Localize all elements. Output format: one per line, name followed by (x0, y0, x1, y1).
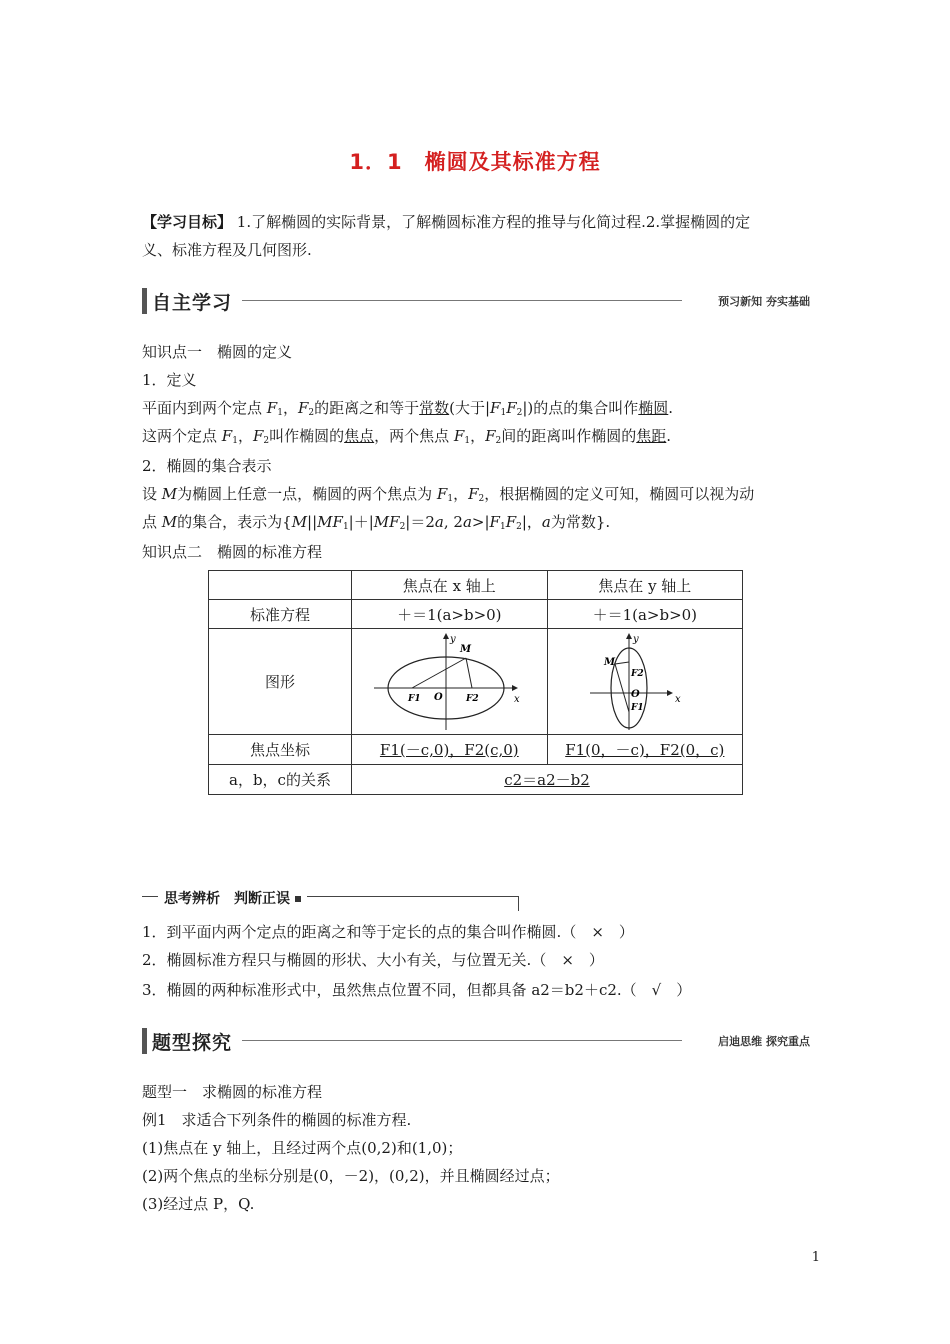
table-graph-y (547, 629, 742, 735)
knowledge-point-2-title: 知识点二 椭圆的标准方程 (142, 543, 323, 561)
table-row-graph (209, 629, 743, 735)
segment-mf2 (615, 662, 629, 664)
definition-text-2: 这两个定点 $F_1$，$F_2$叫作椭圆的焦点，两个焦点 $F_1$，$F_2$间的距离叫作椭圆的焦距. (142, 427, 672, 446)
judgement-item-2: 2．椭圆标准方程只与椭圆的形状、大小有关，与位置无关.（ × ） (142, 951, 604, 969)
segment-mf1 (615, 664, 629, 712)
example-1-statement: 例1 求适合下列条件的椭圆的标准方程. (142, 1111, 412, 1129)
segment-mf2 (466, 658, 472, 688)
table-header-x-axis: 焦点在 x 轴上 (352, 571, 548, 600)
example-1-part-3: (3)经过点 P，Q. (142, 1195, 255, 1213)
segment-mf1 (412, 658, 466, 688)
label-f1: F1 (408, 693, 421, 704)
section-name: 题型探究 (152, 1032, 233, 1054)
table-header-y-axis: 焦点在 y 轴上 (547, 571, 742, 600)
table-row-focus (209, 735, 743, 765)
table-header-row (209, 571, 743, 600)
knowledge-point-1-title: 知识点一 椭圆的定义 (142, 343, 293, 361)
learning-goals-label: 【学习目标】 (142, 213, 233, 231)
section-marker (142, 288, 147, 314)
label-f1: F1 (630, 702, 644, 713)
square-dot-icon (295, 896, 301, 902)
ellipse-graph-horizontal (374, 632, 524, 732)
section-tag: 预习新知 夯实基础 (718, 295, 810, 308)
section-rule (242, 1040, 682, 1041)
label-m: M (460, 643, 472, 655)
x-axis-arrow (667, 690, 673, 696)
label-y: y (632, 633, 639, 645)
table-equation-x: ＋＝1(a>b>0) (352, 600, 548, 629)
table-row-equation (209, 600, 743, 629)
table-label-equation: 标准方程 (209, 600, 352, 629)
label-o: O (434, 691, 444, 703)
page-number: 1 (811, 1250, 820, 1265)
label-o: O (630, 688, 640, 700)
set-representation-text-1: 设 M为椭圆上任意一点，椭圆的两个焦点为 $F_1$，$F_2$，根据椭圆的定义可知，椭圆可以视为动 (142, 485, 755, 504)
table-label-graph: 图形 (209, 629, 352, 735)
problem-type-1-title: 题型一 求椭圆的标准方程 (142, 1083, 323, 1101)
set-representation-heading: 2．椭圆的集合表示 (142, 457, 272, 475)
learning-goals-line-2: 义、标准方程及几何图形. (142, 241, 312, 259)
think-label-text: 思考辨析 判断正误 (164, 891, 290, 907)
judgement-item-3: 3．椭圆的两种标准形式中，虽然焦点位置不同，但都具备 a2＝b2＋c2.（ √ ） (142, 981, 692, 999)
standard-equation-table (208, 570, 743, 795)
section-name: 自主学习 (152, 292, 233, 314)
think-section-header (142, 888, 520, 914)
table-focus-x: F1(－c,0)，F2(c,0) (352, 735, 548, 765)
table-focus-y: F1(0，－c)，F2(0，c) (547, 735, 742, 765)
definition-heading: 1．定义 (142, 371, 197, 389)
table-relation: c2＝a2－b2 (352, 765, 743, 795)
section-tag: 启迪思维 探究重点 (718, 1035, 810, 1048)
section-header-problem-types (142, 1026, 810, 1056)
label-x: x (674, 693, 681, 705)
y-axis-arrow (626, 633, 632, 639)
label-m: M (603, 656, 615, 668)
set-representation-text-2: 点 M的集合，表示为{$M||MF_1|+|MF_2|=2a$, $2a>|F_1F_2|$，a为常数}. (142, 513, 611, 532)
table-label-focus: 焦点坐标 (209, 735, 352, 765)
judgement-item-1: 1．到平面内两个定点的距离之和等于定长的点的集合叫作椭圆.（ × ） (142, 923, 634, 941)
think-label (158, 888, 307, 908)
label-f2: F2 (466, 693, 479, 704)
table-header-empty (209, 571, 352, 600)
section-rule (242, 300, 682, 301)
page-title: 1．1 椭圆及其标准方程 (349, 150, 601, 174)
example-1-part-2: (2)两个焦点的坐标分别是(0，－2)，(0,2)，并且椭圆经过点； (142, 1167, 560, 1185)
learning-goals-line-1 (142, 212, 750, 232)
section-header-self-study (142, 286, 810, 316)
label-x: x (514, 693, 520, 705)
ellipse-graph-vertical (585, 632, 705, 732)
learning-goals-text-1: 1.了解椭圆的实际背景，了解椭圆标准方程的推导与化简过程.2.掌握椭圆的定 (232, 213, 751, 231)
label-f2: F2 (630, 668, 644, 679)
section-marker (142, 1028, 147, 1054)
x-axis-arrow (512, 685, 518, 691)
y-axis-arrow (443, 633, 449, 639)
table-label-relation: a，b，c的关系 (209, 765, 352, 795)
example-1-part-1: (1)焦点在 y 轴上，且经过两个点(0,2)和(1,0)； (142, 1139, 463, 1157)
table-equation-y: ＋＝1(a>b>0) (547, 600, 742, 629)
table-graph-x (352, 629, 548, 735)
label-y: y (450, 633, 456, 645)
definition-text-1: 平面内到两个定点 $F_1$，$F_2$的距离之和等于常数(大于$|F_1F_2|$)的点的集合叫作椭圆. (142, 399, 674, 418)
table-row-relation (209, 765, 743, 795)
